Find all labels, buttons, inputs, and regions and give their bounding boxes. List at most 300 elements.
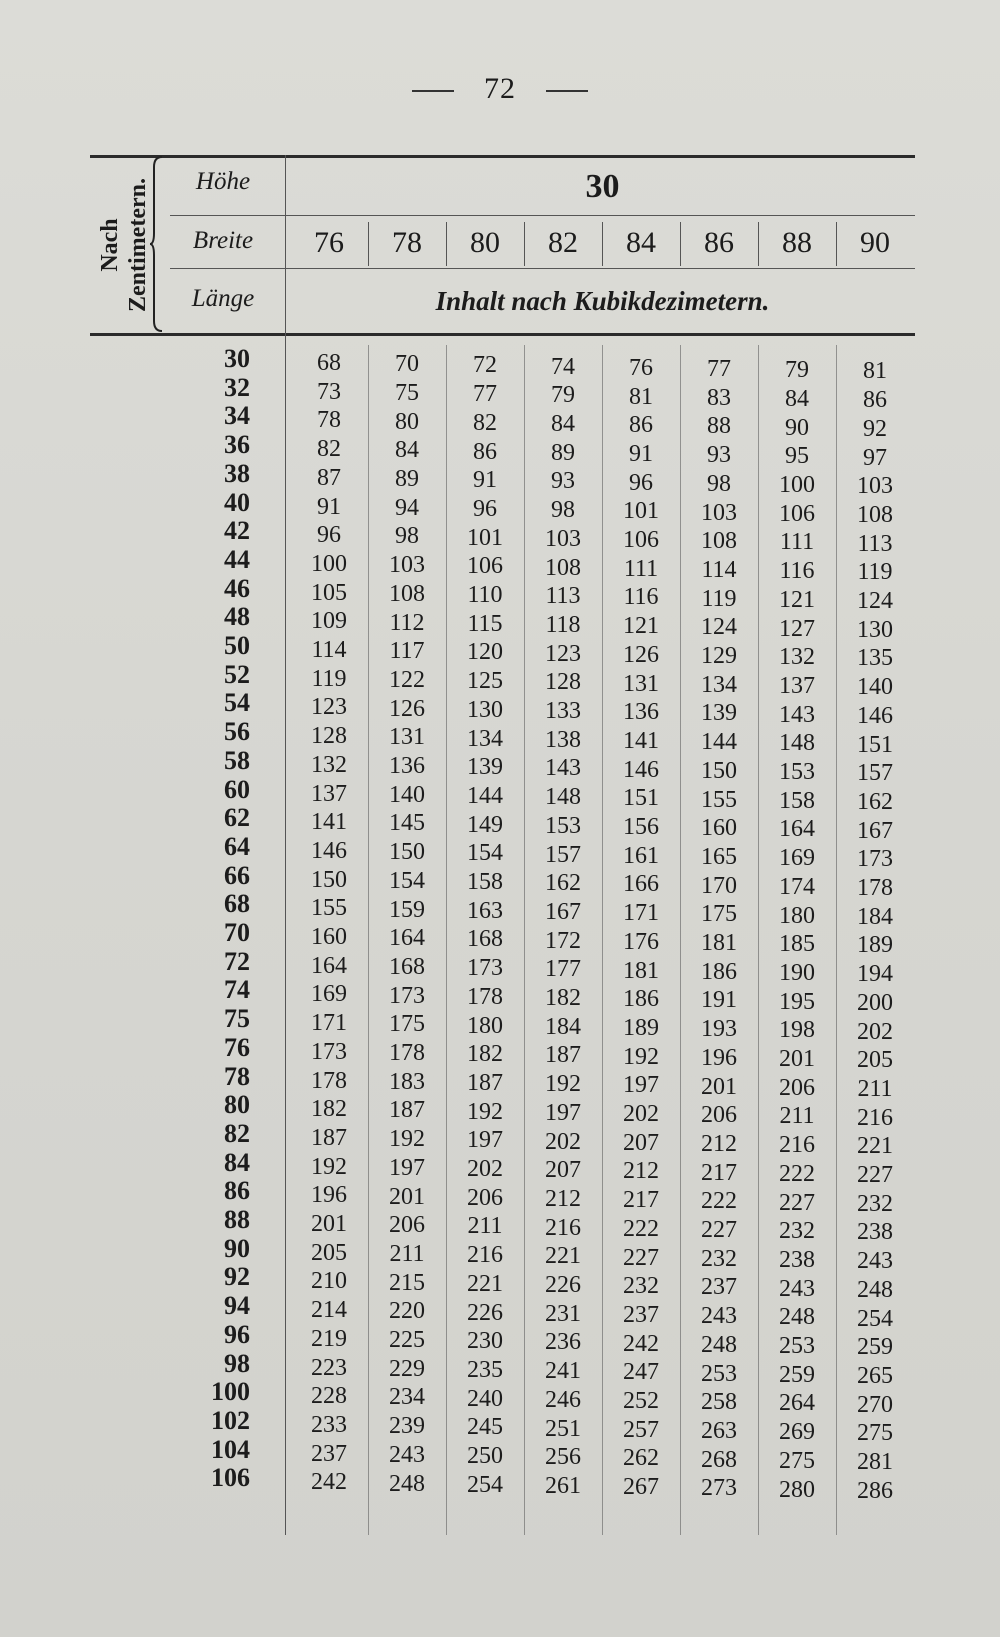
body-column-separator (368, 345, 369, 1535)
volume-cell: 72 (473, 352, 497, 379)
volume-cell: 243 (701, 1303, 737, 1330)
volume-cell: 100 (311, 550, 347, 577)
volume-cell: 132 (311, 751, 347, 778)
volume-cell: 195 (779, 988, 815, 1015)
volume-cell: 253 (779, 1333, 815, 1359)
volume-cell: 245 (467, 1414, 503, 1441)
volume-cell: 94 (395, 494, 419, 521)
breite-value: 84 (626, 226, 656, 259)
volume-cell: 202 (545, 1128, 581, 1155)
volume-cell: 126 (389, 695, 425, 722)
volume-cell: 164 (311, 952, 347, 979)
volume-cell: 173 (467, 955, 503, 982)
breite-column-separator (524, 222, 525, 266)
volume-cell: 275 (857, 1420, 893, 1447)
laenge-value: 36 (224, 430, 250, 460)
volume-cell: 262 (623, 1445, 659, 1472)
volume-cell: 136 (389, 753, 425, 779)
volume-cell: 198 (779, 1017, 815, 1044)
volume-cell: 250 (467, 1443, 503, 1469)
volume-cell: 124 (857, 588, 893, 614)
volume-cell: 95 (785, 443, 809, 470)
volume-cell: 138 (545, 726, 581, 753)
laenge-value: 64 (224, 831, 250, 861)
laenge-value: 38 (224, 458, 250, 488)
volume-cell: 265 (857, 1362, 893, 1389)
volume-cell: 173 (311, 1038, 347, 1065)
volume-cell: 217 (623, 1187, 659, 1214)
volume-cell: 86 (863, 387, 887, 414)
volume-cell: 253 (701, 1360, 737, 1387)
volume-cell: 268 (701, 1446, 737, 1473)
volume-cell: 227 (701, 1217, 737, 1243)
volume-cell: 178 (389, 1040, 425, 1066)
volume-cell: 222 (779, 1160, 815, 1187)
volume-cell: 264 (779, 1390, 815, 1417)
volume-cell: 125 (467, 668, 503, 695)
volume-cell: 207 (623, 1129, 659, 1156)
volume-cell: 80 (395, 408, 419, 435)
laenge-value: 78 (224, 1061, 250, 1091)
volume-cell: 156 (623, 814, 659, 840)
volume-cell: 251 (545, 1415, 581, 1442)
volume-cell: 258 (701, 1389, 737, 1416)
volume-cell: 150 (701, 757, 737, 784)
laenge-value: 68 (224, 889, 250, 919)
volume-cell: 176 (623, 928, 659, 955)
volume-cell: 169 (779, 845, 815, 872)
volume-cell: 187 (389, 1097, 425, 1124)
volume-cell: 160 (311, 924, 347, 950)
laenge-value: 32 (224, 372, 250, 402)
laenge-value: 48 (224, 602, 250, 632)
inhalt-label: Inhalt nach Kubikdezimetern. (435, 286, 770, 316)
volume-cell: 127 (779, 615, 815, 642)
volume-cell: 134 (467, 725, 503, 752)
volume-cell: 177 (545, 956, 581, 983)
volume-cell: 122 (389, 666, 425, 693)
volume-cell: 227 (779, 1189, 815, 1216)
label-column-separator (285, 155, 286, 1535)
volume-cell: 192 (311, 1153, 347, 1180)
volume-cell: 121 (779, 586, 815, 613)
volume-cell: 146 (311, 837, 347, 864)
body-column-separator (758, 345, 759, 1535)
volume-cell: 169 (311, 981, 347, 1008)
volume-cell: 92 (863, 415, 887, 442)
volume-cell: 151 (623, 785, 659, 812)
volume-cell: 137 (779, 672, 815, 699)
volume-cell: 242 (311, 1469, 347, 1496)
volume-cell: 97 (863, 444, 887, 471)
laenge-label: Länge (191, 285, 255, 312)
volume-cell: 157 (545, 841, 581, 868)
laenge-value: 102 (211, 1405, 250, 1435)
volume-cell: 211 (467, 1213, 503, 1240)
volume-cell: 105 (311, 579, 347, 606)
volume-cell: 89 (395, 466, 419, 492)
laenge-value: 76 (224, 1032, 250, 1062)
volume-cell: 116 (623, 584, 659, 611)
volume-cell: 115 (467, 610, 503, 637)
breite-value: 82 (548, 226, 578, 259)
volume-cell: 215 (389, 1269, 425, 1296)
volume-cell: 232 (779, 1218, 815, 1245)
volume-cell: 246 (545, 1386, 581, 1413)
volume-cell: 226 (545, 1272, 581, 1298)
laenge-value: 30 (224, 344, 250, 373)
breite-value: 78 (392, 226, 422, 259)
laenge-value: 60 (224, 774, 250, 804)
volume-cell: 183 (389, 1068, 425, 1095)
volume-cell: 180 (779, 902, 815, 929)
volume-cell: 173 (389, 982, 425, 1009)
volume-cell: 119 (701, 585, 737, 612)
volume-cell: 205 (857, 1047, 893, 1074)
volume-cell: 160 (701, 815, 737, 842)
volume-cell: 100 (779, 472, 815, 498)
volume-cell: 75 (395, 379, 419, 406)
volume-cell: 241 (545, 1358, 581, 1385)
breite-column-separator (602, 222, 603, 266)
volume-cell: 238 (857, 1219, 893, 1246)
breite-column-separator (758, 222, 759, 266)
volume-cell: 192 (467, 1098, 503, 1125)
volume-cell: 226 (467, 1299, 503, 1326)
volume-cell: 185 (779, 931, 815, 958)
laenge-value: 62 (224, 803, 250, 833)
volume-cell: 123 (545, 640, 581, 667)
volume-cell: 194 (857, 961, 893, 988)
volume-cell: 196 (311, 1182, 347, 1209)
volume-cell: 197 (467, 1127, 503, 1154)
laenge-value: 40 (224, 487, 250, 517)
volume-cell: 247 (623, 1359, 659, 1386)
volume-cell: 151 (857, 731, 893, 758)
volume-cell: 186 (623, 986, 659, 1013)
volume-cell: 214 (311, 1297, 347, 1324)
volume-cell: 91 (629, 440, 653, 467)
volume-cell: 119 (857, 559, 893, 586)
volume-cell: 197 (389, 1154, 425, 1181)
volume-cell: 157 (857, 760, 893, 787)
laenge-value: 46 (224, 573, 250, 603)
volume-cell: 116 (779, 558, 815, 585)
laenge-value: 75 (224, 1004, 250, 1034)
volume-cell: 74 (551, 353, 575, 380)
laenge-value: 98 (224, 1348, 250, 1378)
volume-cell: 270 (857, 1391, 893, 1418)
volume-cell: 206 (389, 1212, 425, 1239)
volume-cell: 91 (317, 493, 341, 520)
page-number: 72 (0, 72, 1000, 106)
volume-cell: 86 (473, 438, 497, 465)
volume-cell: 113 (857, 530, 893, 557)
volume-cell: 227 (857, 1162, 893, 1188)
volume-cell: 171 (623, 900, 659, 927)
laenge-value: 92 (224, 1262, 250, 1292)
volume-cell: 201 (311, 1211, 347, 1237)
volume-cell: 166 (623, 871, 659, 898)
volume-cell: 150 (311, 866, 347, 893)
laenge-value: 100 (211, 1377, 250, 1407)
volume-cell: 108 (389, 580, 425, 607)
volume-cell: 263 (701, 1417, 737, 1444)
volume-cell: 232 (701, 1245, 737, 1272)
volume-cell: 197 (623, 1072, 659, 1099)
volume-cell: 187 (545, 1042, 581, 1069)
volume-cell: 189 (857, 932, 893, 959)
volume-cell: 103 (701, 499, 737, 526)
volume-cell: 280 (779, 1476, 815, 1503)
volume-cell: 206 (467, 1184, 503, 1211)
volume-cell: 148 (545, 784, 581, 811)
laenge-value: 70 (224, 918, 250, 947)
volume-cell: 90 (785, 414, 809, 441)
breite-column-separator (680, 222, 681, 266)
volume-cell: 143 (779, 701, 815, 728)
volume-cell: 243 (857, 1248, 893, 1275)
volume-cell: 178 (467, 983, 503, 1010)
volume-cell: 140 (389, 781, 425, 808)
volume-cell: 101 (467, 524, 503, 551)
volume-cell: 139 (467, 754, 503, 781)
volume-cell: 168 (467, 926, 503, 953)
volume-cell: 216 (857, 1104, 893, 1131)
volume-cell: 161 (623, 842, 659, 869)
volume-cell: 108 (545, 554, 581, 581)
volume-cell: 275 (779, 1447, 815, 1474)
volume-cell: 135 (857, 645, 893, 672)
volume-cell: 259 (857, 1334, 893, 1361)
volume-cell: 106 (623, 527, 659, 553)
volume-cell: 124 (701, 614, 737, 641)
body-column-separator (446, 345, 447, 1535)
laenge-value: 82 (224, 1118, 250, 1148)
volume-cell: 184 (545, 1013, 581, 1040)
volume-cell: 222 (623, 1215, 659, 1242)
volume-cell: 191 (701, 987, 737, 1014)
volume-cell: 141 (623, 727, 659, 754)
volume-cell: 243 (779, 1275, 815, 1302)
volume-cell: 103 (857, 473, 893, 500)
volume-cell: 114 (701, 556, 737, 583)
volume-cell: 159 (389, 896, 425, 923)
volume-cell: 212 (623, 1158, 659, 1185)
volume-cell: 230 (467, 1328, 503, 1355)
volume-cell: 187 (467, 1069, 503, 1096)
laenge-value: 56 (224, 717, 250, 747)
volume-cell: 137 (311, 780, 347, 807)
volume-cell: 117 (389, 638, 425, 665)
volume-cell: 237 (701, 1274, 737, 1301)
volume-cell: 129 (701, 643, 737, 669)
volume-cell: 243 (389, 1441, 425, 1468)
volume-cell: 221 (545, 1243, 581, 1270)
volume-cell: 111 (779, 529, 815, 556)
volume-cell: 181 (623, 957, 659, 984)
volume-cell: 193 (701, 1016, 737, 1043)
volume-cell: 254 (467, 1471, 503, 1498)
breite-value: 88 (782, 226, 812, 259)
volume-cell: 150 (389, 839, 425, 866)
volume-cell: 164 (779, 816, 815, 843)
volume-cell: 141 (311, 809, 347, 836)
laenge-value: 88 (224, 1205, 250, 1234)
volume-cell: 79 (551, 382, 575, 409)
volume-cell: 143 (545, 755, 581, 782)
volume-cell: 119 (311, 665, 347, 692)
volume-cell: 175 (389, 1011, 425, 1038)
volume-cell: 93 (551, 468, 575, 495)
volume-cell: 118 (545, 611, 581, 638)
volume-cell: 98 (707, 470, 731, 497)
volume-cell: 121 (623, 613, 659, 640)
volume-cell: 238 (779, 1246, 815, 1273)
volume-cell: 68 (317, 350, 341, 376)
volume-cell: 192 (545, 1071, 581, 1098)
laenge-value: 54 (224, 688, 250, 718)
volume-cell: 87 (317, 464, 341, 491)
volume-cell: 88 (707, 413, 731, 440)
breite-laenge-separator (170, 268, 915, 269)
volume-cell: 178 (857, 875, 893, 901)
volume-cell: 216 (545, 1214, 581, 1241)
side-label-line-2: Zentimetern. (125, 178, 151, 312)
volume-cell: 197 (545, 1099, 581, 1126)
volume-cell: 131 (389, 724, 425, 751)
volume-cell: 211 (857, 1075, 893, 1102)
volume-cell: 81 (863, 358, 887, 385)
volume-cell: 98 (395, 523, 419, 550)
volume-cell: 240 (467, 1385, 503, 1412)
body-column-separator (836, 345, 837, 1535)
volume-cell: 84 (551, 411, 575, 437)
volume-cell: 232 (857, 1190, 893, 1217)
volume-cell: 98 (551, 497, 575, 524)
breite-value: 90 (860, 226, 890, 259)
volume-cell: 171 (311, 1010, 347, 1037)
breite-column-separator (446, 222, 447, 266)
laenge-value: 94 (224, 1291, 250, 1321)
volume-cell: 190 (779, 959, 815, 986)
side-label-line-1: Nach (97, 218, 123, 272)
volume-cell: 248 (389, 1470, 425, 1497)
volume-cell: 252 (623, 1388, 659, 1414)
volume-cell: 234 (389, 1384, 425, 1411)
volume-cell: 155 (311, 895, 347, 922)
volume-cell: 162 (857, 788, 893, 815)
breite-column-separator (836, 222, 837, 266)
header-top-rule (90, 155, 915, 158)
volume-cell: 202 (467, 1156, 503, 1182)
hoehe-value: 30 (585, 168, 620, 205)
volume-cell: 146 (623, 756, 659, 783)
volume-cell: 158 (779, 787, 815, 814)
volume-cell: 221 (467, 1270, 503, 1297)
volume-cell: 233 (311, 1411, 347, 1438)
volume-cell: 216 (467, 1242, 503, 1269)
volume-cell: 101 (623, 498, 659, 525)
volume-cell: 148 (779, 730, 815, 757)
volume-cell: 126 (623, 641, 659, 668)
volume-cell: 201 (779, 1046, 815, 1072)
volume-cell: 182 (545, 985, 581, 1011)
volume-cell: 192 (623, 1043, 659, 1070)
volume-cell: 259 (779, 1361, 815, 1388)
hoehe-label: Höhe (195, 168, 251, 195)
laenge-value: 58 (224, 745, 250, 775)
volume-cell: 222 (701, 1188, 737, 1215)
laenge-value: 72 (224, 946, 250, 976)
volume-cell: 108 (701, 528, 737, 555)
volume-cell: 182 (311, 1096, 347, 1123)
volume-cell: 112 (389, 609, 425, 636)
volume-cell: 187 (311, 1124, 347, 1151)
volume-cell: 239 (389, 1413, 425, 1440)
laenge-value: 86 (224, 1176, 250, 1206)
volume-cell: 211 (779, 1103, 815, 1130)
laenge-value: 96 (224, 1319, 250, 1349)
volume-cell: 205 (311, 1239, 347, 1266)
volume-cell: 130 (857, 616, 893, 643)
volume-cell: 201 (701, 1073, 737, 1100)
volume-cell: 192 (389, 1126, 425, 1153)
volume-cell: 139 (701, 700, 737, 727)
volume-cell: 114 (311, 637, 347, 663)
volume-cell: 93 (707, 442, 731, 469)
volume-cell: 149 (467, 811, 503, 838)
volume-cell: 89 (551, 439, 575, 466)
volume-cell: 180 (467, 1012, 503, 1039)
body-column-separator (602, 345, 603, 1535)
volume-cell: 154 (467, 840, 503, 867)
volume-cell: 111 (623, 555, 659, 582)
hoehe-breite-separator (170, 215, 915, 216)
volume-cell: 91 (473, 467, 497, 494)
volume-cell: 77 (473, 381, 497, 408)
volume-cell: 110 (467, 582, 503, 608)
volume-cell: 170 (701, 872, 737, 899)
volume-cell: 82 (473, 409, 497, 436)
volume-cell: 78 (317, 407, 341, 434)
volume-cell: 134 (701, 671, 737, 698)
volume-cell: 202 (623, 1101, 659, 1127)
volume-cell: 153 (545, 812, 581, 839)
volume-cell: 175 (701, 901, 737, 928)
volume-cell: 84 (395, 437, 419, 464)
laenge-value: 90 (224, 1233, 250, 1263)
volume-cell: 172 (545, 927, 581, 954)
volume-cell: 211 (389, 1240, 425, 1267)
volume-cell: 242 (623, 1330, 659, 1357)
volume-cell: 267 (623, 1474, 659, 1501)
volume-cell: 231 (545, 1300, 581, 1327)
volume-cell: 196 (701, 1044, 737, 1071)
breite-value: 76 (314, 226, 344, 259)
volume-cell: 248 (701, 1331, 737, 1358)
volume-cell: 200 (857, 989, 893, 1016)
volume-cell: 123 (311, 694, 347, 721)
volume-cell: 207 (545, 1157, 581, 1184)
volume-cell: 128 (545, 669, 581, 696)
volume-cell: 79 (785, 357, 809, 384)
volume-cell: 83 (707, 384, 731, 411)
breite-value: 80 (470, 226, 500, 259)
volume-cell: 254 (857, 1305, 893, 1332)
volume-cell: 132 (779, 644, 815, 671)
volume-cell: 96 (629, 469, 653, 496)
